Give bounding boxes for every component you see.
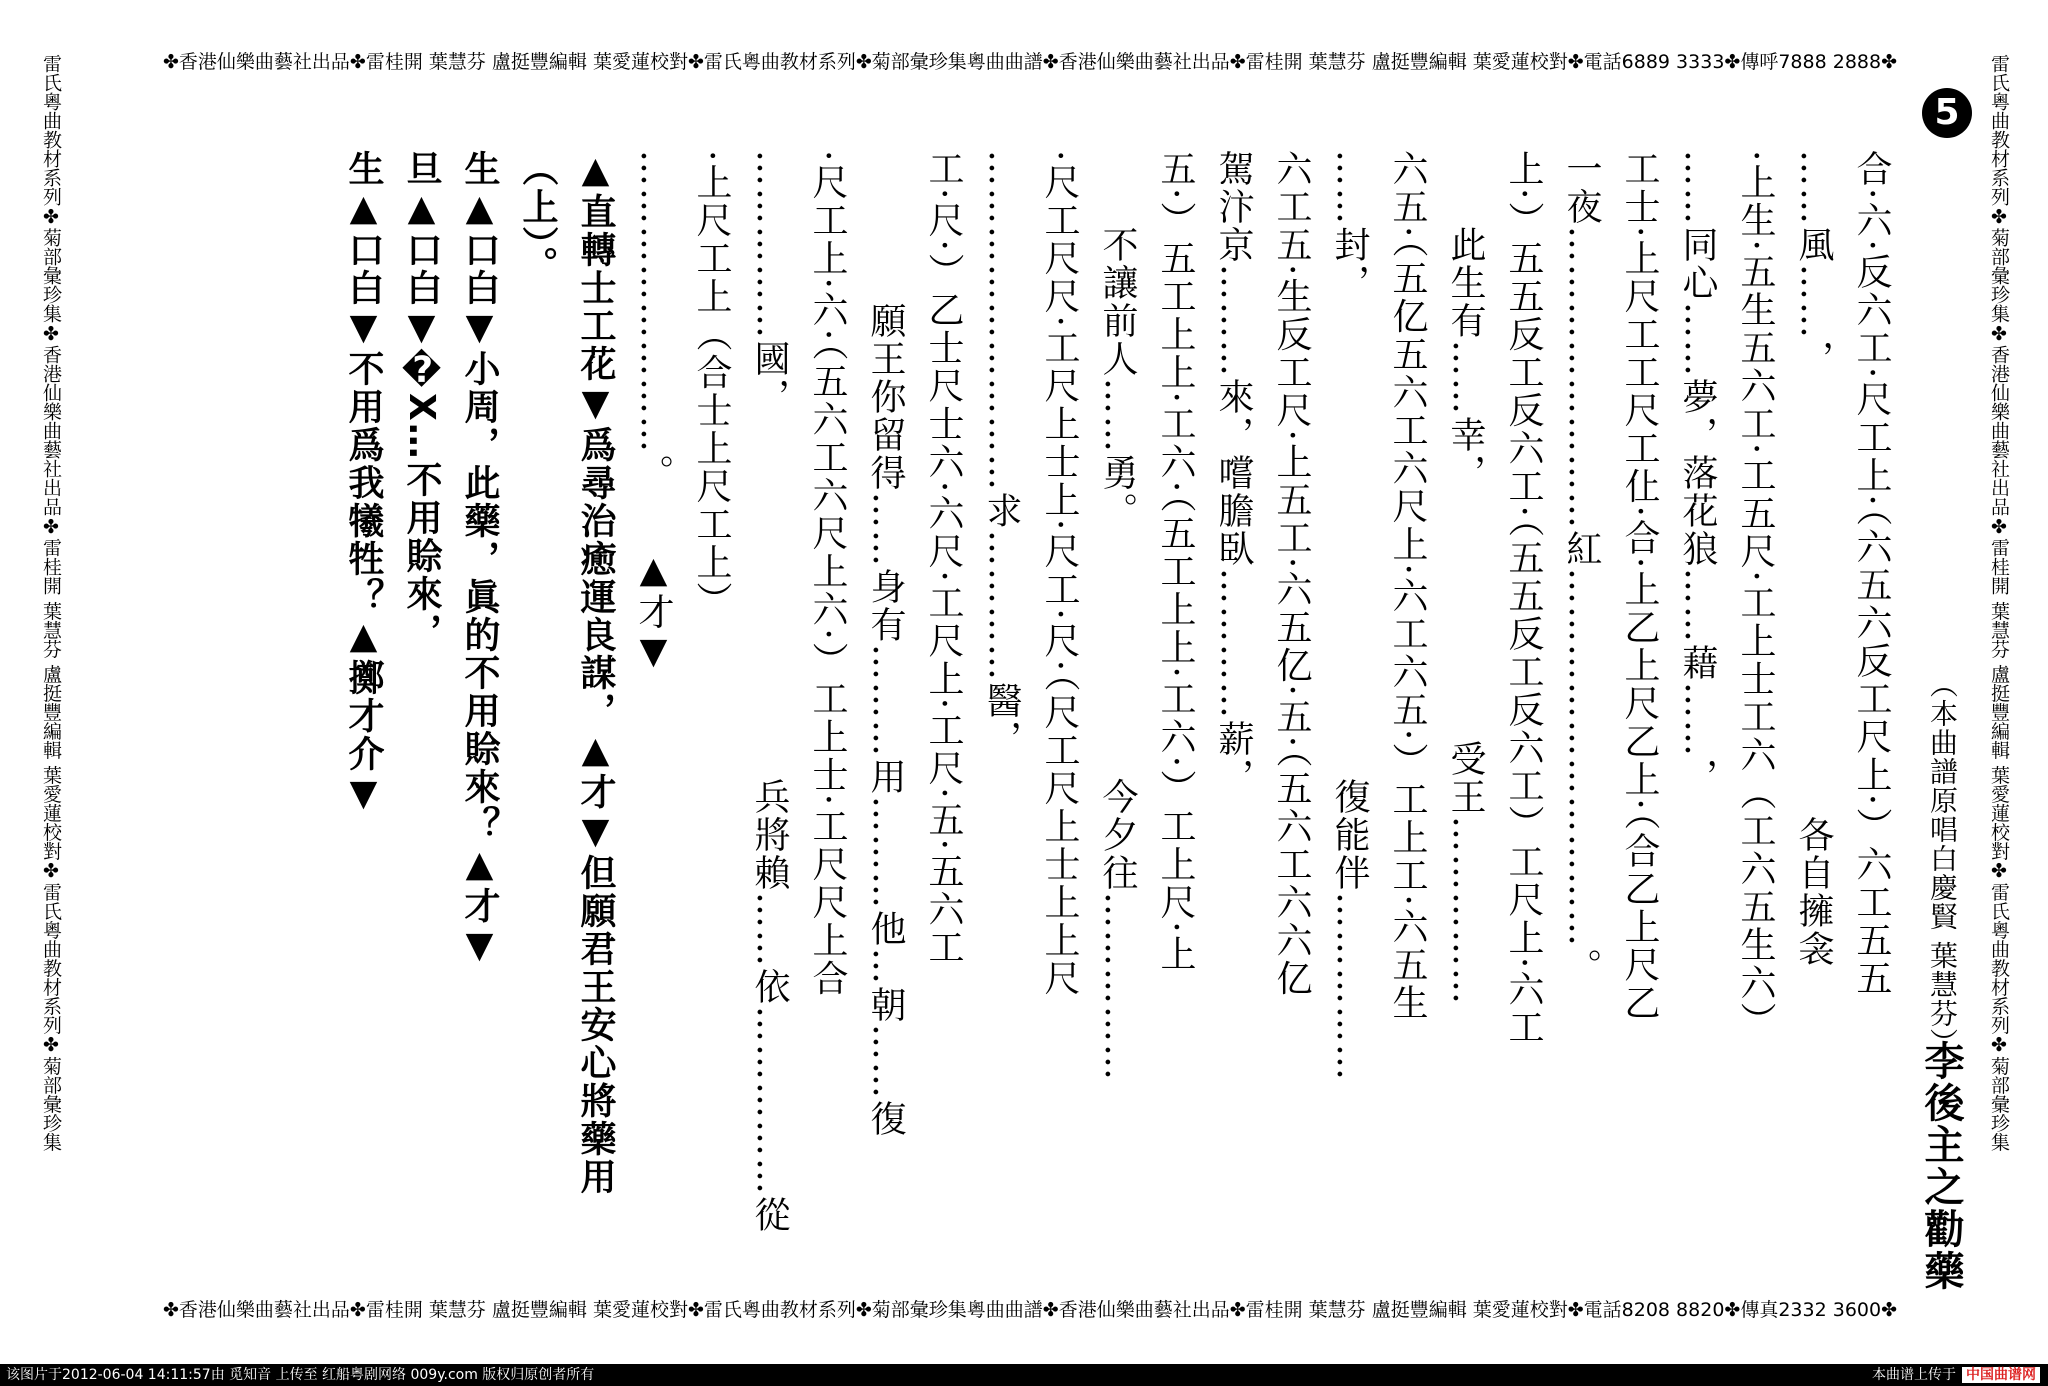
score-column: 五·）五工上上·工六·（五工上上·工六·）工上尺·上 (1155, 150, 1196, 973)
score-column: ·上尺工上（合士上尺工上） (691, 150, 732, 620)
lyric-column: 不讓前人……勇。 今夕往…………… (1097, 150, 1138, 1082)
bottom-banner: ✤香港仙樂曲藝社出品✤雷桂開 葉慧芬 盧挺豐編輯 葉愛蓮校對✤雷氏粵曲教材系列✤菊部彙珍集粵曲曲譜✤香港仙樂曲藝社出品✤雷桂開 葉慧芬 盧挺豐編輯 葉愛蓮校對✤電話8208 8820✤傳真2332 3600✤ (162, 1299, 1897, 1321)
dialogue-column: 生▲口白▼小周，此藥，眞的不用賒來？▲才▼ (459, 150, 500, 968)
upload-notice: 该图片于2012-06-04 14:11:57由 觅知音 上传至 红船粤剧网络 009y.com 版权归原创者所有 (6, 1367, 595, 1383)
upload-source (1872, 1364, 2040, 1386)
dialogue-column: 生▲口白▼不用爲我犧牲？▲擲才介▼ (343, 150, 384, 816)
page-number: 5 (1922, 88, 1972, 138)
score-column: ·尺工尺尺·工尺上士上·尺工·尺·（尺工尺上士上上尺 (1039, 150, 1080, 998)
score-column: 上·）五五反工反六工·（五五反工反六工）工尺上·六工 (1503, 150, 1544, 1047)
performer-attribution: （本曲譜原唱白慶賢 葉慧芬） (1926, 670, 1959, 1057)
instruction-column: ▲直轉士工花▼爲尋治癒運良謀，▲才▼但願君王安心將藥用 (575, 150, 616, 1196)
lyric-column: 願王你留得……身有………用………他…朝……復 (865, 150, 906, 1138)
right-side-banner: 雷氏粵曲教材系列✤菊部彙珍集✤香港仙樂曲藝社出品✤雷桂開 葉慧芬 盧挺豐編輯 葉愛蓮校對✤雷氏粵曲教材系列✤菊部彙珍集 (1988, 54, 2010, 1152)
site-logo[interactable]: 中国曲谱网 (1962, 1367, 2040, 1383)
score-column: 工·尺·）乙士尺士六·六尺·工尺上·工尺·五·五六工 (923, 150, 964, 967)
lyric-column: ……………………。 ▲才▼ (633, 150, 674, 674)
lyric-column: 一夜……………………紅…………………………。 (1561, 150, 1602, 986)
instruction-column: （上）。 (517, 150, 558, 284)
score-column: ·上生·五生五六工·工五尺·工上士工六（工六五生六） (1735, 150, 1776, 1040)
lyric-column: 此生有……幸， 受王…………… (1445, 150, 1486, 1006)
lyric-column: 駕汴京………來，嚐膽臥…………薪， (1213, 150, 1254, 796)
upload-footer (0, 1364, 2048, 1386)
score-column: 六工五·生反工尺·上五工·六五亿·五·（五六工六六亿 (1271, 150, 1312, 998)
score-column: 工士·上尺工工尺工仩·合·上乙上尺乙上·（合乙上尺乙 (1619, 150, 1660, 1022)
score-column: ·尺工上·六·（五六工六尺上六·）工上士·工尺尺上合 (807, 150, 848, 998)
left-side-banner: 雷氏粵曲教材系列✤菊部彙珍集✤香港仙樂曲藝社出品✤雷桂開 葉慧芬 盧挺豐編輯 葉愛蓮校對✤雷氏粵曲教材系列✤菊部彙珍集 (40, 54, 62, 1152)
dialogue-column: 旦▲口白▼�X…不用賒來， (401, 150, 442, 651)
lyric-column: ……同心……夢，落花狼……藉……， (1677, 150, 1718, 796)
upload-source-label: 本曲谱上传于 (1872, 1367, 1956, 1383)
lyric-column: ……封， 復能伴…………… (1329, 150, 1370, 1082)
score-body (100, 150, 1900, 1280)
lyric-column: ……風……， 各自擁衾 (1793, 150, 1834, 968)
score-column: 六五·（五亿五六工六尺上·六工六五·）工上工·六五生 (1387, 150, 1428, 1022)
song-title: 李後主之勸藥 (1918, 1040, 1965, 1292)
lyric-column: ……………國， 兵將賴……依……………從 (749, 150, 790, 1234)
top-banner: ✤香港仙樂曲藝社出品✤雷桂開 葉慧芬 盧挺豐編輯 葉愛蓮校對✤雷氏粵曲教材系列✤菊部彙珍集粵曲曲譜✤香港仙樂曲藝社出品✤雷桂開 葉慧芬 盧挺豐編輯 葉愛蓮校對✤電話6889 3333✤傳呼7888 2888✤ (162, 51, 1897, 73)
score-column: 合·六·反六工·尺工上·（六五六反工尺上·）六工五五 (1851, 150, 1892, 998)
lyric-column: ………………………求…………醫， (981, 150, 1022, 758)
